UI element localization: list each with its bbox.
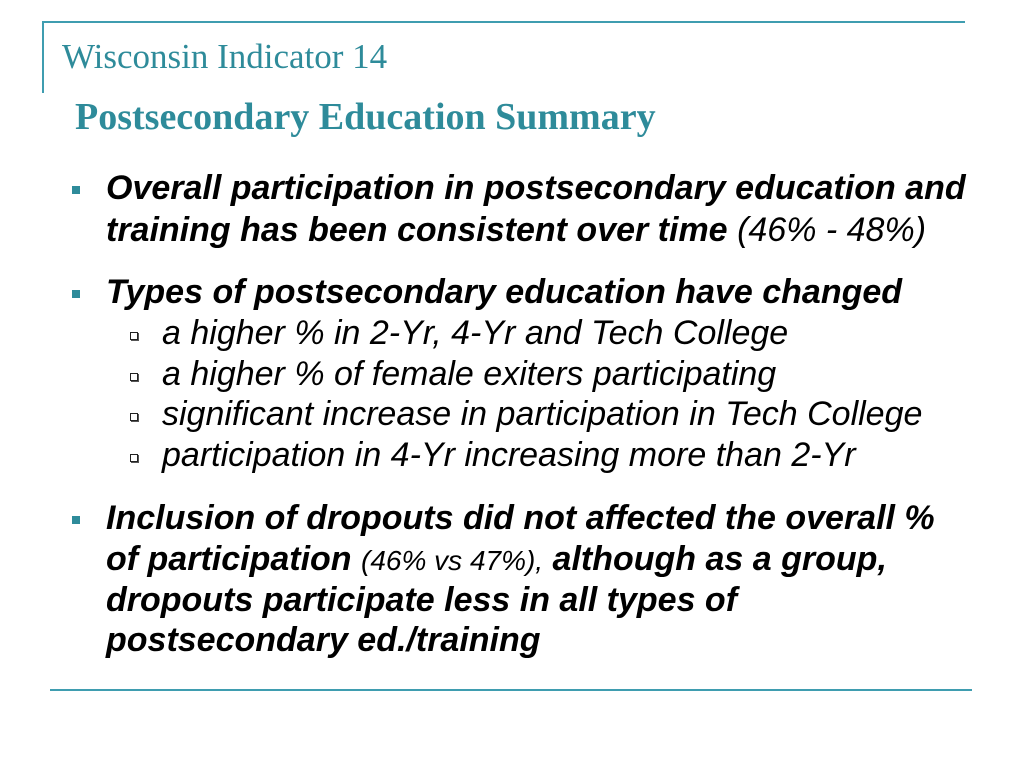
hollow-square-bullet-icon bbox=[130, 454, 138, 462]
slide-title: Wisconsin Indicator 14 bbox=[62, 37, 388, 76]
bullet-2-line-1 bbox=[106, 272, 902, 312]
hollow-square-bullet-icon bbox=[130, 332, 138, 340]
top-rule bbox=[43, 21, 965, 23]
hollow-square-bullet-icon bbox=[130, 373, 138, 381]
hollow-square-bullet-icon bbox=[130, 413, 138, 421]
bullet-3-text: Inclusion of dropouts did not affected the overall % bbox=[106, 499, 935, 537]
bullet-2-text: Types of postsecondary education have changed bbox=[106, 273, 903, 311]
bullet-3-text: of participation bbox=[106, 540, 352, 578]
sub-item-text: a higher % in 2-Yr, 4-Yr and Tech College bbox=[162, 314, 789, 352]
bullet-1-text: Overall participation in postsecondary education and bbox=[106, 169, 966, 207]
bullet-3-line-3 bbox=[106, 580, 737, 620]
bullet-1-line-1 bbox=[106, 168, 966, 208]
filled-square-bullet-icon bbox=[72, 186, 80, 194]
sub-item-text: participation in 4-Yr increasing more than 2-Yr bbox=[162, 436, 856, 474]
sub-item bbox=[162, 435, 856, 475]
bullet-3-text: although as a group, bbox=[552, 540, 887, 578]
bullet-1-text: training has been consistent over time bbox=[106, 211, 728, 249]
filled-square-bullet-icon bbox=[72, 290, 80, 298]
sub-item-text: a higher % of female exiters participating bbox=[162, 355, 777, 393]
bullet-3-line-4 bbox=[106, 620, 541, 660]
bullet-3-text: dropouts participate less in all types of bbox=[106, 581, 738, 619]
slide-subtitle: Postsecondary Education Summary bbox=[75, 96, 656, 138]
bullet-3-text: postsecondary ed./training bbox=[106, 621, 541, 659]
bullet-3-stat-note: (46% vs 47%), bbox=[361, 545, 544, 576]
bullet-3-line-1 bbox=[106, 498, 935, 538]
sub-item bbox=[162, 354, 776, 394]
bullet-3-line-2 bbox=[106, 539, 887, 581]
left-rule bbox=[42, 21, 44, 93]
sub-item bbox=[162, 394, 922, 434]
bottom-rule bbox=[50, 689, 972, 691]
bullet-1-line-2 bbox=[106, 210, 926, 250]
bullet-1-stat-note: (46% - 48%) bbox=[737, 211, 927, 249]
sub-item-text: significant increase in participation in Tech College bbox=[162, 395, 923, 433]
sub-item bbox=[162, 313, 788, 353]
filled-square-bullet-icon bbox=[72, 516, 80, 524]
